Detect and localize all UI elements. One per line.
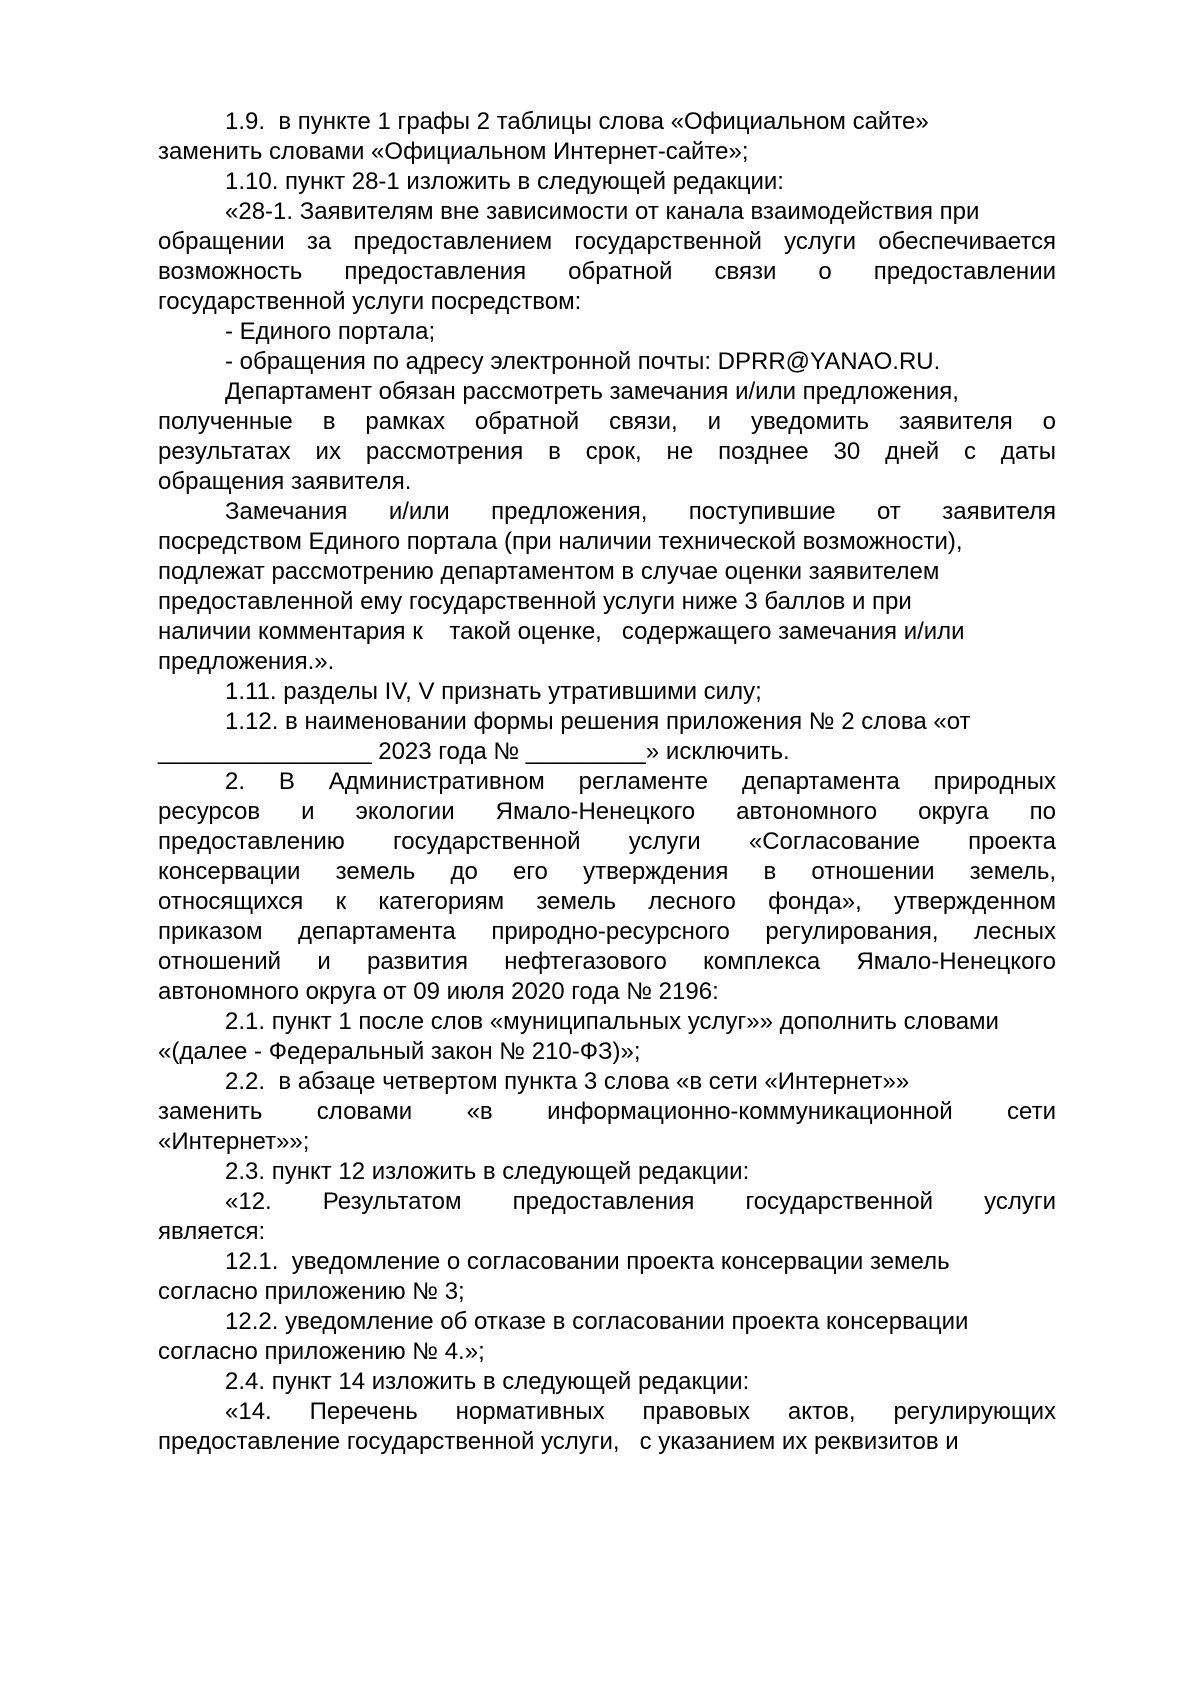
text-line: 1.11. разделы IV, V признать утратившими силу; (225, 678, 762, 705)
text-line: «12. Результатом предоставления государственной услуги (225, 1188, 1056, 1215)
text-line: обращения заявителя. (158, 468, 412, 495)
text-line: 2.3. пункт 12 изложить в следующей редакции: (225, 1158, 750, 1185)
text-line: является: (158, 1218, 266, 1245)
text-line: ________________ 2023 года № _________» исключить. (158, 738, 790, 765)
text-line: Замечания и/или предложения, поступившие от заявителя (225, 498, 1056, 525)
text-line: заменить словами «Официальном Интернет-сайте»; (158, 138, 749, 165)
text-line: полученные в рамках обратной связи, и уведомить заявителя о (158, 408, 1056, 435)
text-line: заменить словами «в информационно-коммуникационной сети (158, 1098, 1056, 1125)
text-line: 2. В Административном регламенте департамента природных (225, 768, 1056, 795)
text-line: согласно приложению № 4.»; (158, 1338, 485, 1365)
text-line: приказом департамента природно-ресурсного регулирования, лесных (158, 918, 1056, 945)
text-line: предоставлению государственной услуги «Согласование проекта (158, 828, 1056, 855)
text-line: Департамент обязан рассмотреть замечания и/или предложения, (225, 378, 959, 405)
text-line: наличии комментария к такой оценке, содержащего замечания и/или (158, 618, 965, 645)
text-line: 1.12. в наименовании формы решения приложения № 2 слова «от (225, 708, 971, 735)
text-line: 1.9. в пункте 1 графы 2 таблицы слова «Официальном сайте» (225, 108, 929, 135)
text-line: 1.10. пункт 28-1 изложить в следующей редакции: (225, 168, 784, 195)
text-line: 12.2. уведомление об отказе в согласовании проекта консервации (225, 1308, 969, 1335)
text-line: государственной услуги посредством: (158, 288, 582, 315)
text-line: 2.1. пункт 1 после слов «муниципальных услуг»» дополнить словами (225, 1008, 999, 1035)
text-line: результатах их рассмотрения в срок, не позднее 30 дней с даты (158, 438, 1056, 465)
text-line: отношений и развития нефтегазового комплекса Ямало-Ненецкого (158, 948, 1056, 975)
text-line: 12.1. уведомление о согласовании проекта консервации земель (225, 1248, 950, 1275)
text-line: предоставленной ему государственной услуги ниже 3 баллов и при (158, 588, 912, 615)
text-line: обращении за предоставлением государственной услуги обеспечивается (158, 228, 1056, 255)
text-line: - обращения по адресу электронной почты: DPRR@YANAO.RU. (225, 348, 941, 375)
document-page (158, 107, 1056, 1457)
text-line: 2.4. пункт 14 изложить в следующей редакции: (225, 1368, 750, 1395)
text-line: «14. Перечень нормативных правовых актов, регулирующих (225, 1398, 1056, 1425)
text-line: посредством Единого портала (при наличии технической возможности), (158, 528, 963, 555)
text-line: подлежат рассмотрению департаментом в случае оценки заявителем (158, 558, 940, 585)
text-line: ресурсов и экологии Ямало-Ненецкого автономного округа по (158, 798, 1056, 825)
text-line: предоставление государственной услуги, с указанием их реквизитов и (158, 1428, 959, 1455)
text-line: «(далее - Федеральный закон № 210-ФЗ)»; (158, 1038, 641, 1065)
text-line: возможность предоставления обратной связи о предоставлении (158, 258, 1056, 285)
text-line: «Интернет»»; (158, 1128, 310, 1155)
text-line: 2.2. в абзаце четвертом пункта 3 слова «в сети «Интернет»» (225, 1068, 910, 1095)
document-body (158, 107, 1056, 1457)
text-line: - Единого портала; (225, 318, 436, 345)
text-line: согласно приложению № 3; (158, 1278, 465, 1305)
text-line: «28-1. Заявителям вне зависимости от канала взаимодействия при (225, 198, 980, 225)
text-line: относящихся к категориям земель лесного фонда», утвержденном (158, 888, 1056, 915)
text-line: консервации земель до его утверждения в отношении земель, (158, 858, 1056, 885)
text-line: предложения.». (158, 648, 335, 675)
text-line: автономного округа от 09 июля 2020 года № 2196: (158, 978, 719, 1005)
